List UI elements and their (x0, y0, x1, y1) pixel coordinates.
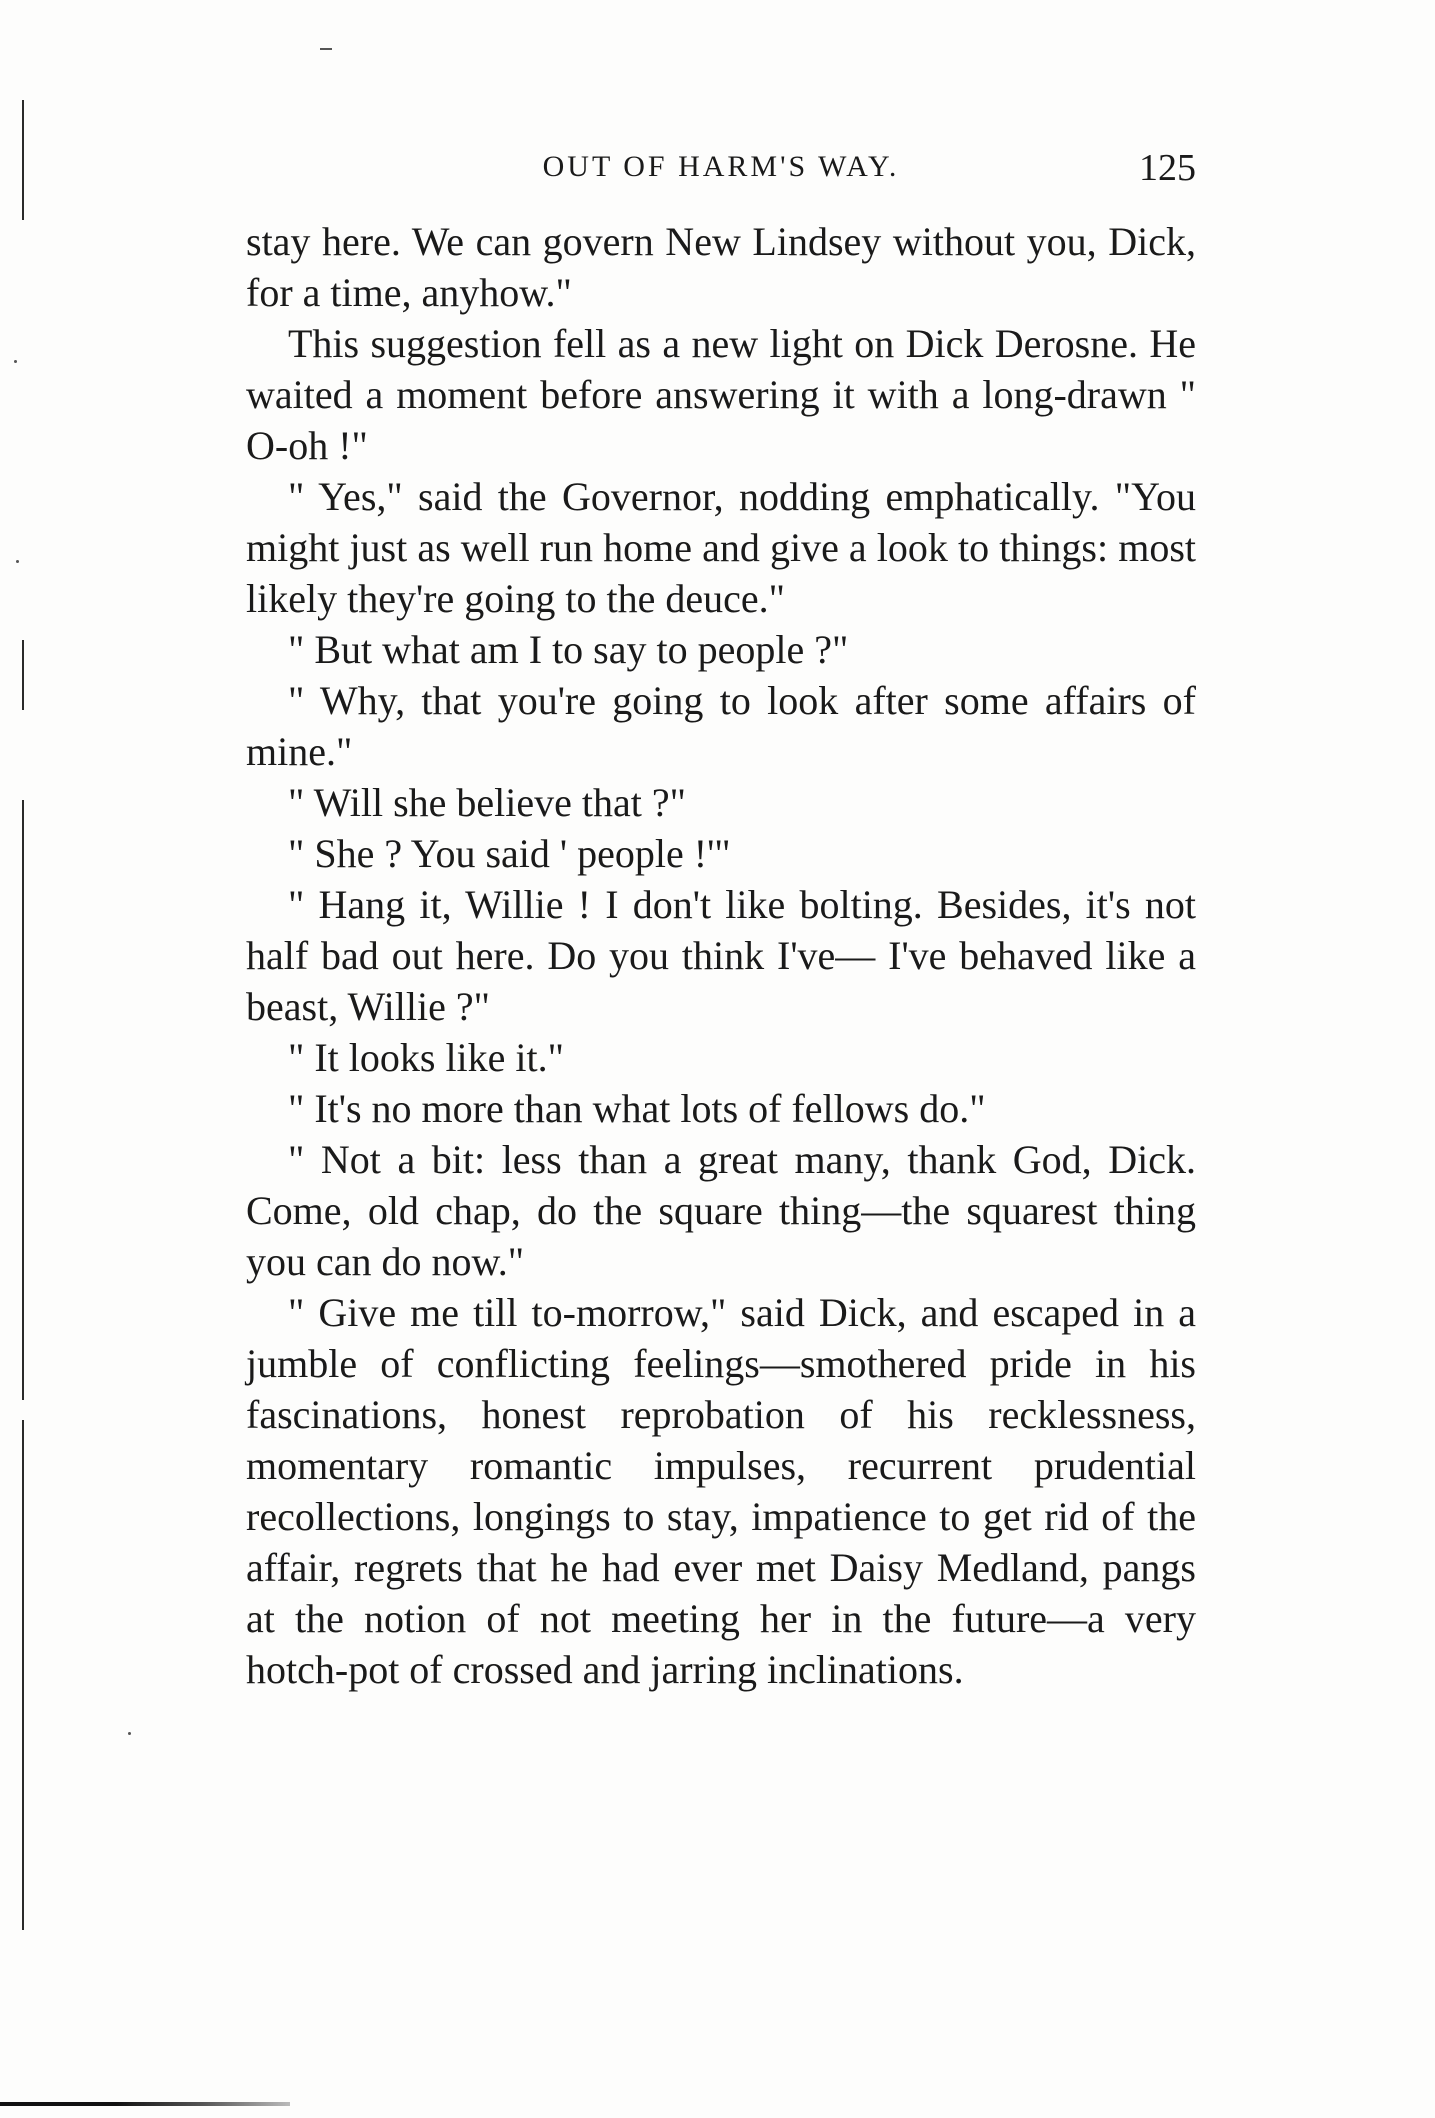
paragraph: " It's no more than what lots of fellows do." (288, 1086, 986, 1131)
scan-speck (16, 560, 19, 563)
body-text (246, 216, 1196, 1695)
scan-gutter-line (22, 100, 24, 220)
paragraph: " Give me till to-morrow," said Dick, and escaped in a jumble of conflicting feelings—smothered pride in his fascinations, honest reprobation of his recklessness, momentary romantic impulses, recurrent prudential recollections, longings to stay, impatience to get rid of the affair, regrets that he had ever met Daisy Medland, pangs at the notion of not meeting her in the future—a very hotch-pot of crossed and jarring inclinations. (246, 1290, 1196, 1692)
scan-speck (320, 48, 332, 50)
page-header (246, 146, 1196, 196)
page-number: 125 (1139, 147, 1196, 189)
scan-gutter-line (22, 640, 24, 710)
paragraph: stay here. We can govern New Lindsey without you, Dick, for a time, anyhow." (246, 219, 1196, 315)
paragraph: " But what am I to say to people ?" (288, 627, 849, 672)
paragraph: This suggestion fell as a new light on Dick Derosne. He waited a moment before answering it with a long-drawn " O-oh !" (246, 321, 1196, 468)
paragraph: " Yes," said the Governor, nodding emphatically. "You might just as well run home and give a look to things: most likely they're going to the deuce." (246, 474, 1196, 621)
paragraph: " Not a bit: less than a great many, thank God, Dick. Come, old chap, do the square thing—the squarest thing you can do now." (246, 1137, 1196, 1284)
paragraph: " Hang it, Willie ! I don't like bolting. Besides, it's not half bad out here. Do you think I've— I've behaved like a beast, Willie ?" (246, 882, 1196, 1029)
running-title: OUT OF HARM'S WAY. (542, 150, 900, 183)
scan-speck (128, 1732, 131, 1735)
scan-gutter-line (22, 1420, 24, 1930)
paragraph: " Why, that you're going to look after some affairs of mine." (246, 678, 1196, 774)
paragraph: " Will she believe that ?" (288, 780, 686, 825)
paragraph: " It looks like it." (288, 1035, 564, 1080)
paragraph: " She ? You said ' people !'" (288, 831, 731, 876)
scan-bottom-rule (0, 2102, 290, 2106)
scan-gutter-line (22, 800, 24, 1400)
scan-speck (14, 360, 17, 363)
